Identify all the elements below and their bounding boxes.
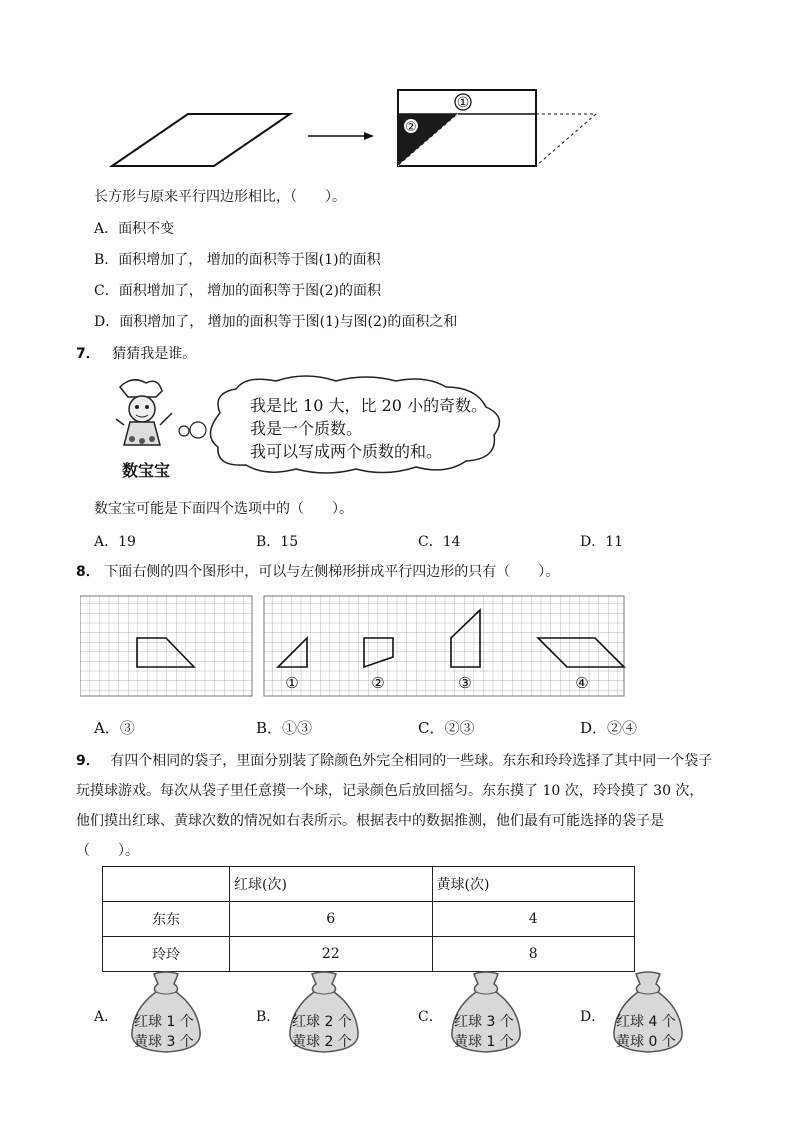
right-grid (264, 596, 624, 696)
left-grid (80, 596, 252, 696)
q8-option-a[interactable]: A．③ (94, 719, 135, 737)
q9-line-2: 玩摸球游戏。每次从袋子里任意摸一个球，记录颜色后放回摇匀。东东摸了 10 次，玲玲摸了 30 次， (76, 783, 704, 799)
bag-b-yellow: 黄球 2 个 (292, 1034, 352, 1050)
arrow-head (364, 132, 374, 140)
parallelogram (112, 114, 290, 166)
parallelogram-to-rectangle-figure (100, 82, 620, 174)
bag-a-yellow: 黄球 3 个 (134, 1034, 194, 1050)
shape-label-3: ③ (458, 674, 472, 692)
table-cell-yellow: 8 (432, 937, 635, 972)
q9-number: 9． (76, 753, 100, 769)
q6-option-c[interactable]: C．面积增加了， 增加的面积等于图(2)的面积 (94, 283, 381, 299)
table-row (103, 937, 635, 972)
bag-a-red: 红球 1 个 (134, 1014, 194, 1030)
table-row (103, 902, 635, 937)
q9-line-3: 他们摸出红球、黄球次数的情况如右表所示。根据表中的数据推测，他们最有可能选择的袋子是 (76, 813, 664, 829)
dashed-edge-diagonal (536, 114, 596, 166)
bubble-line-1: 我是比 10 大，比 20 小的奇数。 (250, 396, 488, 415)
q8-number: 8． (76, 564, 100, 580)
bag-text-c (454, 1012, 514, 1052)
ball-count-table (102, 866, 635, 972)
bag-text-a (134, 1012, 194, 1052)
bag-letter-d: D． (580, 1009, 606, 1025)
q7-option-a[interactable]: A．19 (94, 534, 136, 550)
q8-stem: 下面右侧的四个图形中，可以与左侧梯形拼成平行四边形的只有（ ）。 (104, 564, 560, 580)
figure-label-1: ① (456, 95, 470, 111)
bag-text-d (616, 1012, 676, 1052)
q7-number: 7． (76, 346, 100, 362)
q6-option-d[interactable]: D．面积增加了， 增加的面积等于图(1)与图(2)的面积之和 (94, 314, 458, 330)
table-cell-yellow: 4 (432, 902, 635, 937)
shape-label-4: ④ (575, 674, 589, 692)
bubble-text (250, 394, 487, 463)
table-header-red: 红球(次) (230, 867, 433, 902)
bag-letter-a: A． (94, 1009, 119, 1025)
q7-option-c[interactable]: C．14 (418, 534, 461, 550)
q8-heading (76, 561, 559, 581)
q6-option-b[interactable]: B．面积增加了， 增加的面积等于图(1)的面积 (94, 252, 381, 268)
character-name: 数宝宝 (122, 461, 171, 480)
bag-d-yellow: 黄球 0 个 (616, 1034, 676, 1050)
table-header-yellow: 黄球(次) (432, 867, 635, 902)
bag-d-red: 红球 4 个 (616, 1014, 676, 1030)
q7-title: 猜猜我是谁。 (112, 346, 197, 362)
table-header-empty (103, 867, 230, 902)
table-cell-name: 玲玲 (103, 937, 230, 972)
q9-line-1-wrap (76, 750, 712, 770)
q8-option-d[interactable]: D．②④ (580, 719, 638, 737)
bubble-line-3: 我可以写成两个质数的和。 (250, 442, 443, 461)
bag-letter-c: C． (418, 1009, 443, 1025)
q8-option-b[interactable]: B．①③ (256, 719, 313, 737)
table-header-row (103, 867, 635, 902)
table-cell-red: 6 (230, 902, 433, 937)
figure-label-2: ② (405, 120, 417, 135)
q7-heading (76, 343, 196, 363)
bag-c-red: 红球 3 个 (454, 1014, 514, 1030)
table-cell-name: 东东 (103, 902, 230, 937)
table-cell-red: 22 (230, 937, 433, 972)
q6-stem: 长方形与原来平行四边形相比，（ ）。 (94, 189, 346, 205)
shape-label-1: ① (285, 674, 299, 692)
bag-text-b (292, 1012, 352, 1052)
q7-question: 数宝宝可能是下面四个选项中的（ ）。 (94, 501, 353, 517)
trapezoid-grid-figure (80, 594, 628, 698)
bag-c-yellow: 黄球 1 个 (454, 1034, 514, 1050)
cartoon-character-icon (112, 375, 184, 455)
q6-option-a[interactable]: A．面积不变 (94, 221, 175, 237)
q7-option-b[interactable]: B．15 (256, 534, 299, 550)
bag-b-red: 红球 2 个 (292, 1014, 352, 1030)
shape-label-2: ② (371, 674, 385, 692)
q7-option-d[interactable]: D．11 (580, 534, 624, 550)
bubble-line-2: 我是一个质数。 (250, 419, 363, 438)
q9-line-1: 有四个相同的袋子，里面分别装了除颜色外完全相同的一些球。东东和玲玲选择了其中同一个袋子 (110, 753, 713, 769)
q8-option-c[interactable]: C．②③ (418, 719, 475, 737)
bag-letter-b: B． (256, 1009, 281, 1025)
q9-line-4: （ ）。 (76, 843, 139, 859)
